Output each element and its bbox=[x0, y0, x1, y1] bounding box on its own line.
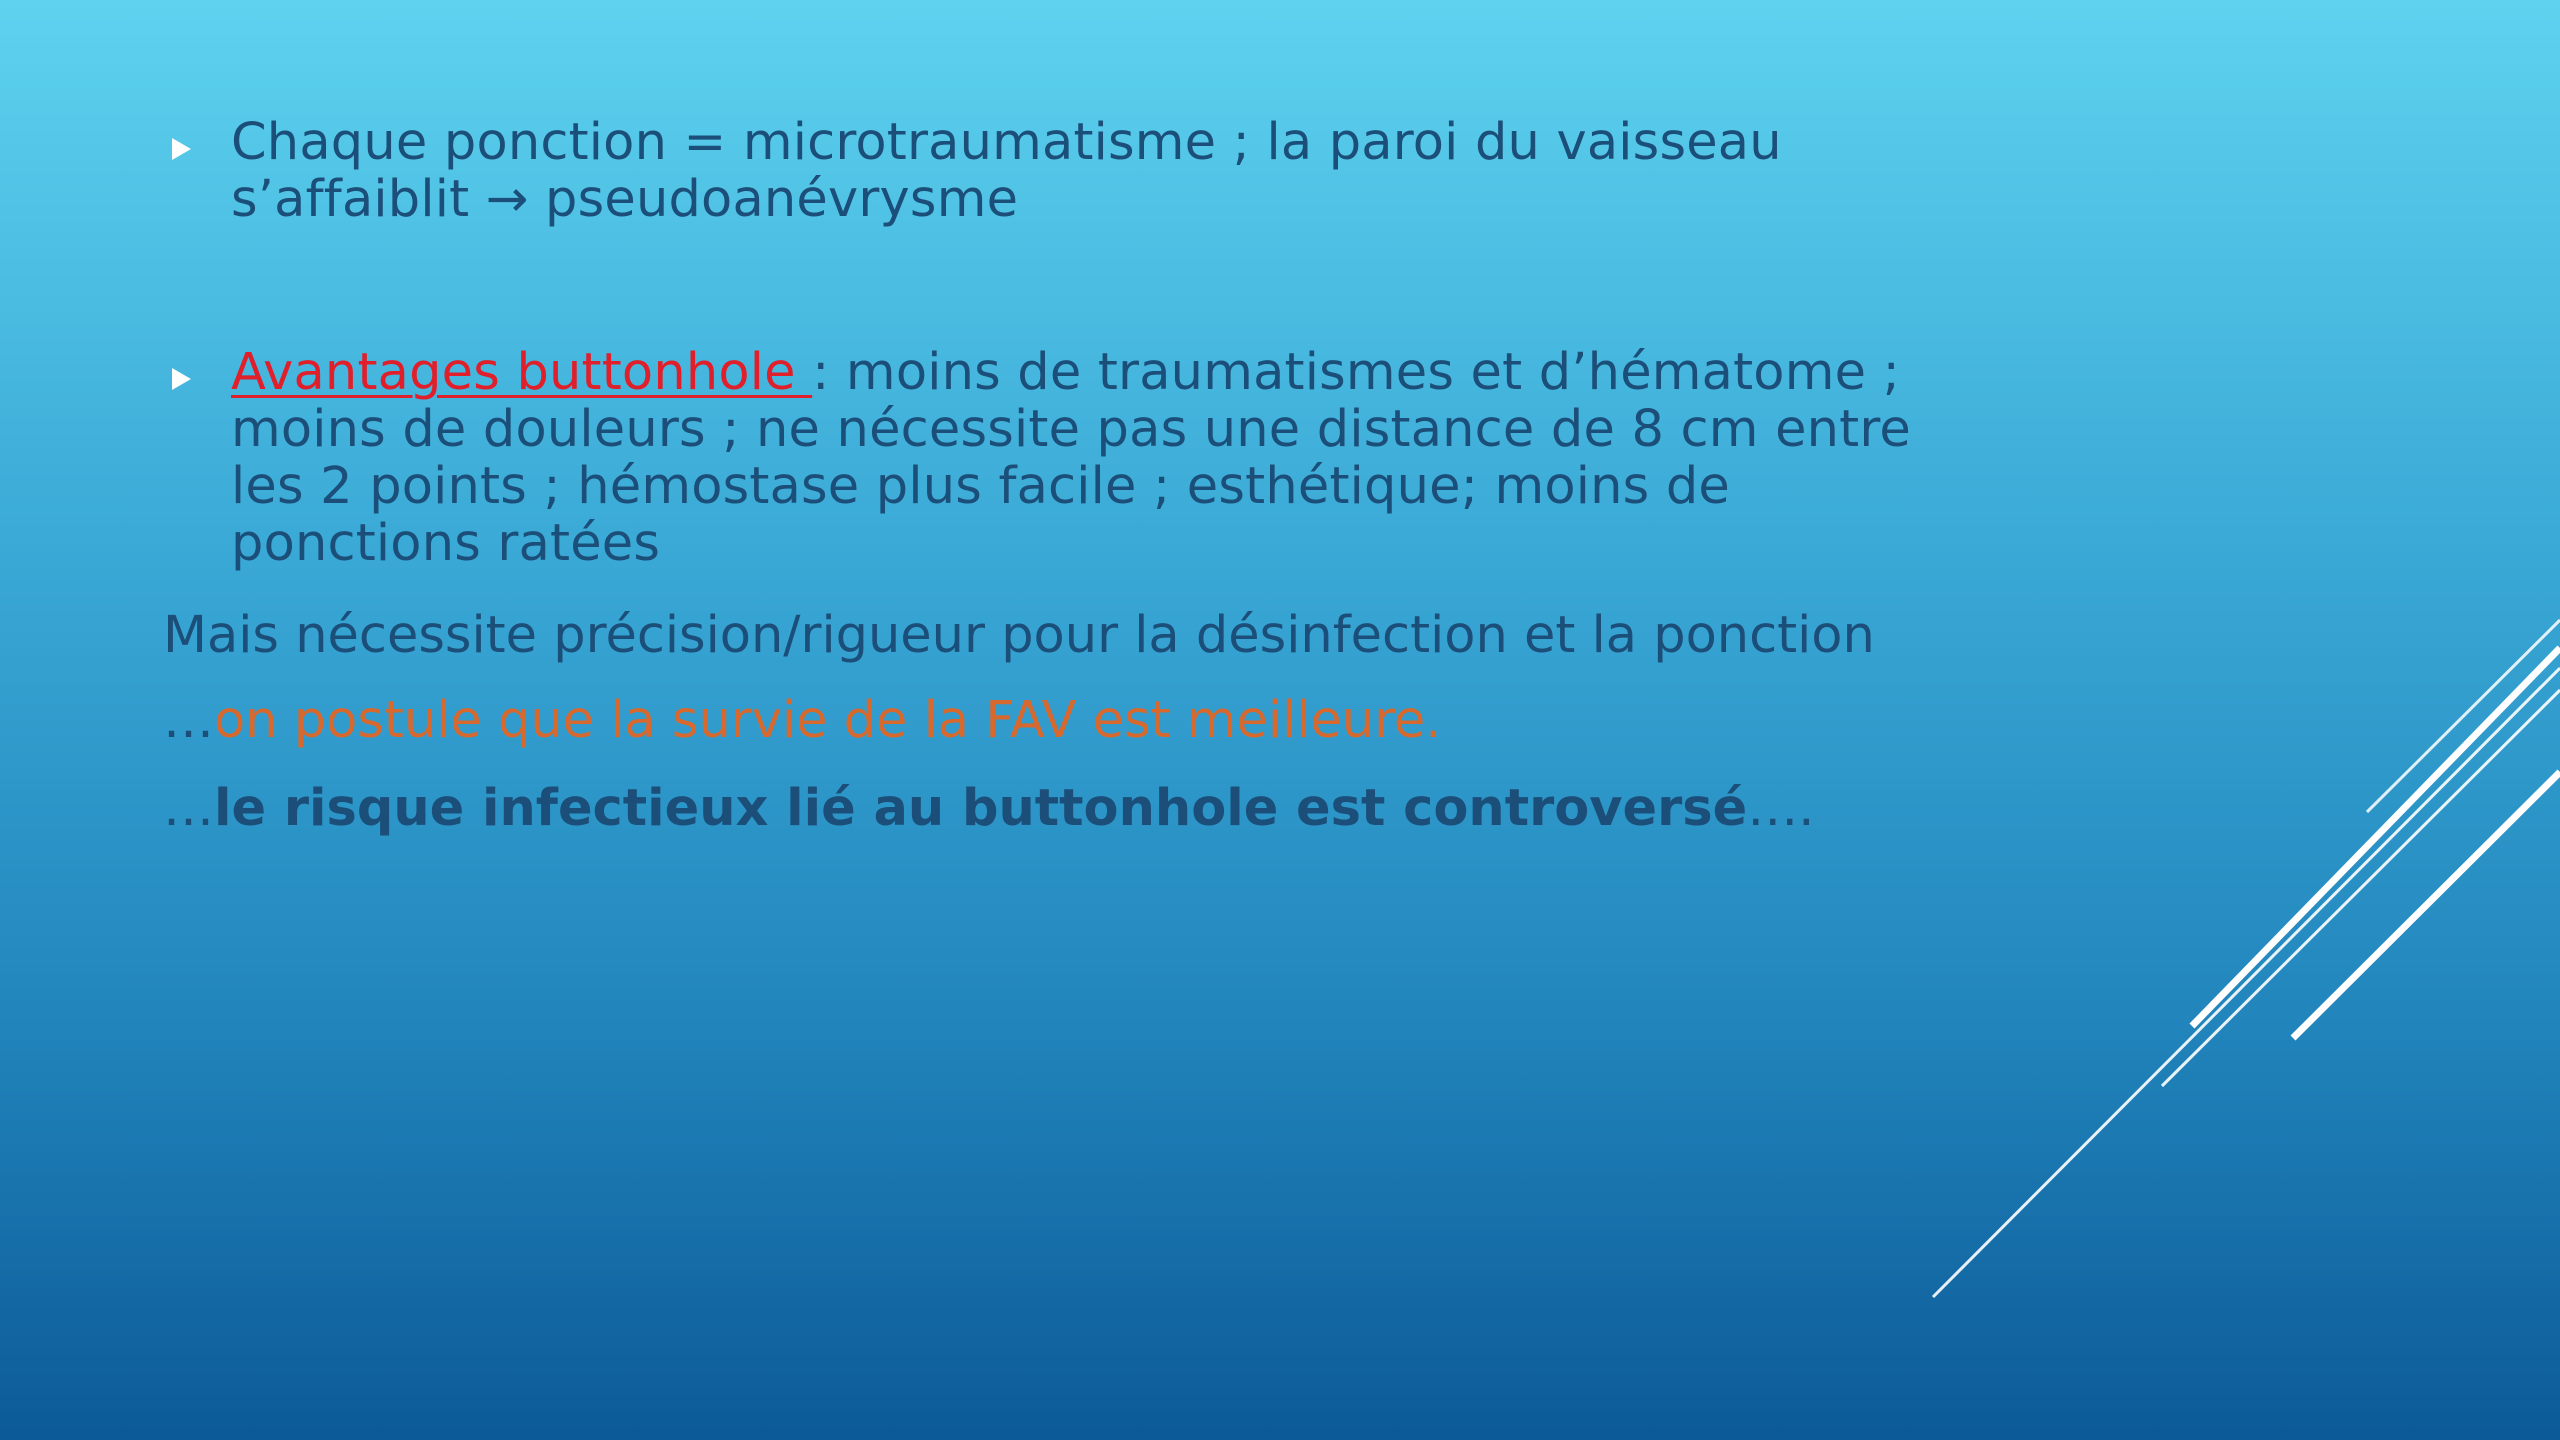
ellipsis-prefix: … bbox=[163, 691, 214, 750]
deco-line-lower-thick bbox=[2293, 772, 2560, 1038]
avantages-buttonhole-link[interactable]: Avantages buttonhole bbox=[231, 343, 813, 402]
deco-line-mid bbox=[2162, 690, 2560, 1086]
ellipsis-prefix: … bbox=[163, 779, 214, 838]
risque-infectieux-bold: le risque infectieux lié au buttonhole est controversé bbox=[214, 779, 1748, 838]
avantages-description: : moins de traumatismes et d’hématome ; moins de douleurs ; ne nécessite pas une distance de 8 cm entre les 2 points ; hémostase plus facile ; esthétique; moins de ponctions ratées bbox=[231, 343, 1911, 573]
paragraph-precision: Mais nécessite précision/rigueur pour la désinfection et la ponction bbox=[163, 606, 1875, 665]
deco-line-thick bbox=[2192, 648, 2560, 1026]
bullet-text-ponction: Chaque ponction = microtraumatisme ; la paroi du vaisseau s’affaiblit → pseudoanévrysme bbox=[231, 113, 1782, 229]
deco-line-short-upper bbox=[2367, 620, 2560, 812]
ellipsis-suffix: …. bbox=[1747, 779, 1815, 838]
survie-fav-highlight: on postule que la survie de la FAV est meilleure. bbox=[214, 691, 1442, 750]
deco-line-long bbox=[1933, 668, 2560, 1297]
